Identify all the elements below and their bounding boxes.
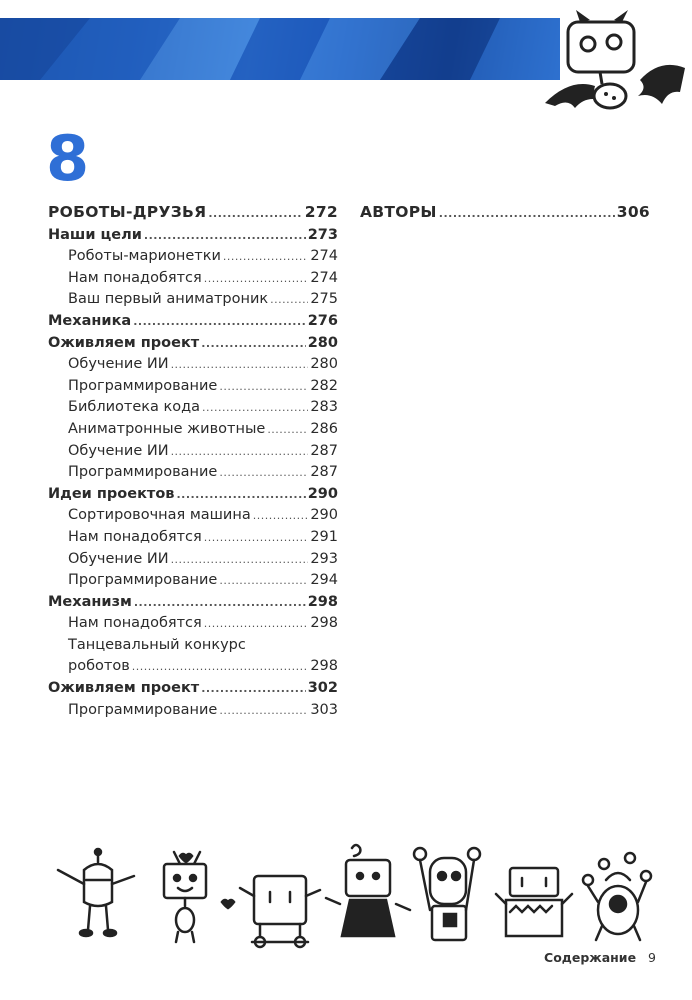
banner-pattern bbox=[0, 18, 560, 80]
toc-entry[interactable]: Библиотека кода ..... 283 bbox=[48, 397, 338, 419]
toc-left-column bbox=[48, 202, 338, 721]
toc-entry[interactable]: Обучение ИИ ..... 280 bbox=[48, 354, 338, 376]
toc-entry[interactable]: Механика ..... 276 bbox=[48, 311, 338, 333]
toc-entry[interactable]: Обучение ИИ ..... 293 bbox=[48, 549, 338, 571]
toc-entry[interactable]: Программирование ..... 282 bbox=[48, 376, 338, 398]
toc-entry[interactable]: Обучение ИИ ..... 287 bbox=[48, 441, 338, 463]
toc-entry[interactable]: РОБОТЫ-ДРУЗЬЯ ..... 272 bbox=[48, 202, 338, 225]
toc-entry[interactable]: Сортировочная машина ..... 290 bbox=[48, 505, 338, 527]
toc-entry[interactable]: Программирование ..... 294 bbox=[48, 570, 338, 592]
toc-entry[interactable]: Оживляем проект ..... 302 bbox=[48, 678, 338, 700]
toc-entry[interactable]: Нам понадобятся ..... 291 bbox=[48, 527, 338, 549]
page-footer bbox=[544, 950, 656, 965]
toc-entry[interactable]: Программирование ..... 287 bbox=[48, 462, 338, 484]
toc-entry[interactable]: Идеи проектов ..... 290 bbox=[48, 484, 338, 506]
toc-entry-wrap: Танцевальный конкурс bbox=[68, 636, 246, 653]
chapter-number: 8 bbox=[46, 122, 88, 195]
toc-entry[interactable]: Нам понадобятся ..... 274 bbox=[48, 268, 338, 290]
toc-entry[interactable]: Механизм ..... 298 bbox=[48, 592, 338, 614]
page-number: 9 bbox=[648, 950, 656, 965]
toc-entry[interactable]: Аниматронные животные ..... 286 bbox=[48, 419, 338, 441]
bat-robot-icon bbox=[540, 8, 690, 118]
toc-entry[interactable]: Ваш первый аниматроник ..... 275 bbox=[48, 289, 338, 311]
toc-entry[interactable]: АВТОРЫ ..... 306 bbox=[360, 202, 650, 225]
toc-entry[interactable]: роботов ..... 298 bbox=[48, 656, 338, 678]
toc-entry[interactable]: Программирование ..... 303 bbox=[48, 700, 338, 722]
toc-entry[interactable]: Наши цели ..... 273 bbox=[48, 225, 338, 247]
header-banner bbox=[0, 18, 560, 80]
toc-right-column bbox=[360, 202, 650, 225]
toc-entry[interactable]: Оживляем проект ..... 280 bbox=[48, 333, 338, 355]
toc-entry[interactable]: Роботы-марионетки ..... 274 bbox=[48, 246, 338, 268]
robots-illustration bbox=[40, 840, 660, 950]
toc-entry[interactable]: Нам понадобятся ..... 298 bbox=[48, 613, 338, 635]
footer-section-label: Содержание bbox=[544, 950, 637, 965]
